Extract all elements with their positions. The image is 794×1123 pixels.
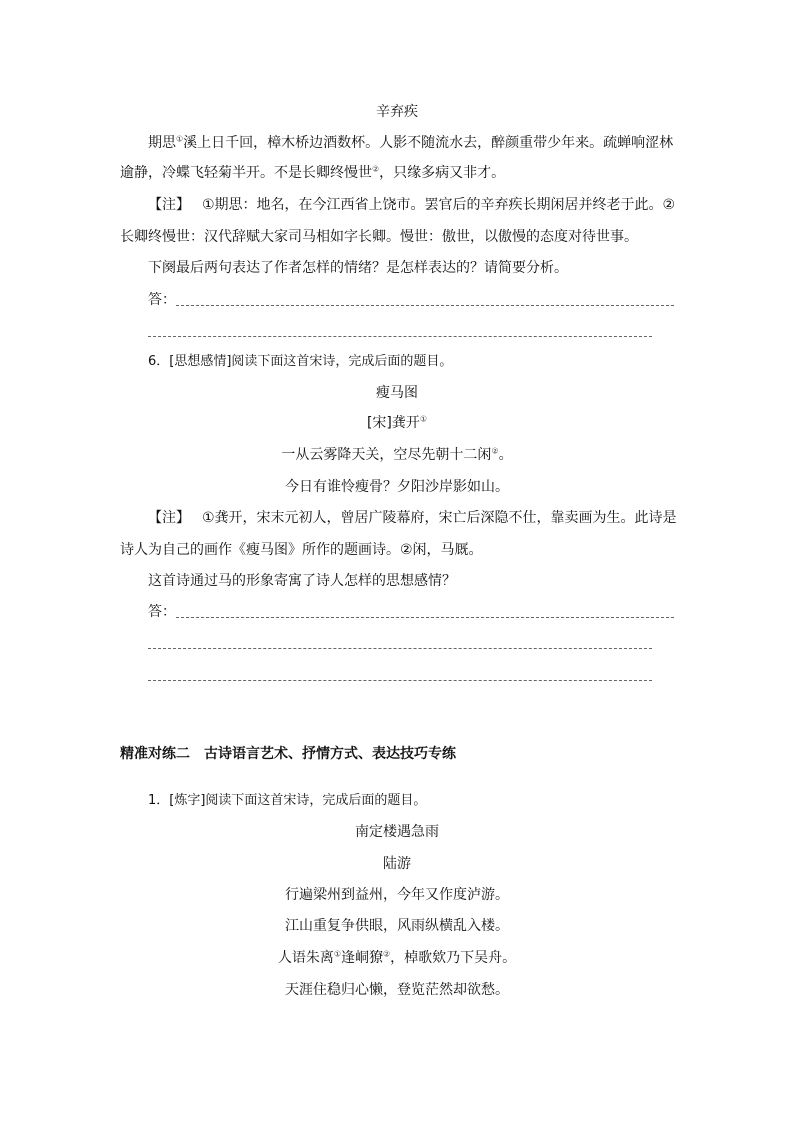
section-title: 精准对练二 古诗语言艺术、抒情方式、表达技巧专练: [120, 746, 456, 762]
question-heading: 6．[思想感情]阅读下面这首宋诗，完成后面的题目。: [148, 354, 453, 369]
poem-line: 行遍梁州到益州，今年又作度泸游。: [285, 887, 509, 903]
poem-line: 天涯住稳归心懒，登览茫然却欲愁。: [285, 982, 509, 998]
poem-line: 人语朱离①逢峒獠②，棹歌欸乃下吴舟。: [277, 949, 517, 966]
note-line: 【注】 ①期思：地名，在今江西省上饶市。罢官后的辛弃疾长期闲居并终老于此。②: [148, 197, 676, 213]
note-line: 诗人为自己的画作《瘦马图》所作的题画诗。②闲，马厩。: [120, 542, 483, 558]
note-line: 长卿终慢世：汉代辞赋大家司马相如字长卿。慢世：傲世，以傲慢的态度对待世事。: [120, 229, 638, 245]
poem-line: 逾静，冷蝶飞轻菊半开。不是长卿终慢世②，只缘多病又非才。: [120, 164, 506, 181]
poem-line: 江山重复争供眼，风雨纵横乱入楼。: [285, 918, 509, 934]
question-heading: 1．[炼字]阅读下面这首宋诗，完成后面的题目。: [148, 793, 427, 808]
answer-line[interactable]: [148, 648, 652, 649]
poem-line: 期思①溪上日千回，樟木桥边酒数杯。人影不随流水去，醉颜重带少年来。疏蝉响涩林: [148, 134, 674, 151]
question-text: 下阕最后两句表达了作者怎样的情绪？是怎样表达的？请简要分析。: [148, 260, 568, 276]
answer-line[interactable]: [148, 680, 652, 681]
answer-label: 答：: [148, 604, 176, 620]
poem-author: [宋]龚开①: [366, 414, 428, 431]
poem-author: 陆游: [383, 856, 411, 872]
footnote-mark: ①: [419, 414, 428, 424]
poem-line: 一从云雾降天关，空尽先朝十二闲②。: [281, 446, 513, 463]
answer-label: 答：: [148, 292, 176, 308]
question-text: 这首诗通过马的形象寄寓了诗人怎样的思想感情？: [148, 573, 456, 589]
note-line: 【注】 ①龚开，宋末元初人，曾居广陵幕府，宋亡后深隐不仕，靠卖画为生。此诗是: [148, 510, 677, 526]
footnote-mark: ②: [383, 949, 391, 959]
footnote-mark: ②: [491, 446, 499, 456]
footnote-mark: ②: [372, 164, 380, 174]
poem-author: 辛弃疾: [376, 104, 418, 120]
answer-line[interactable]: [148, 336, 652, 337]
footnote-mark: ①: [333, 949, 341, 959]
poem-title: 瘦马图: [376, 385, 418, 401]
answer-line[interactable]: [176, 617, 674, 618]
answer-line[interactable]: [176, 305, 674, 306]
poem-line: 今日有谁怜瘦骨？夕阳沙岸影如山。: [285, 479, 509, 495]
poem-title: 南定楼遇急雨: [355, 824, 439, 840]
footnote-mark: ①: [176, 134, 184, 144]
